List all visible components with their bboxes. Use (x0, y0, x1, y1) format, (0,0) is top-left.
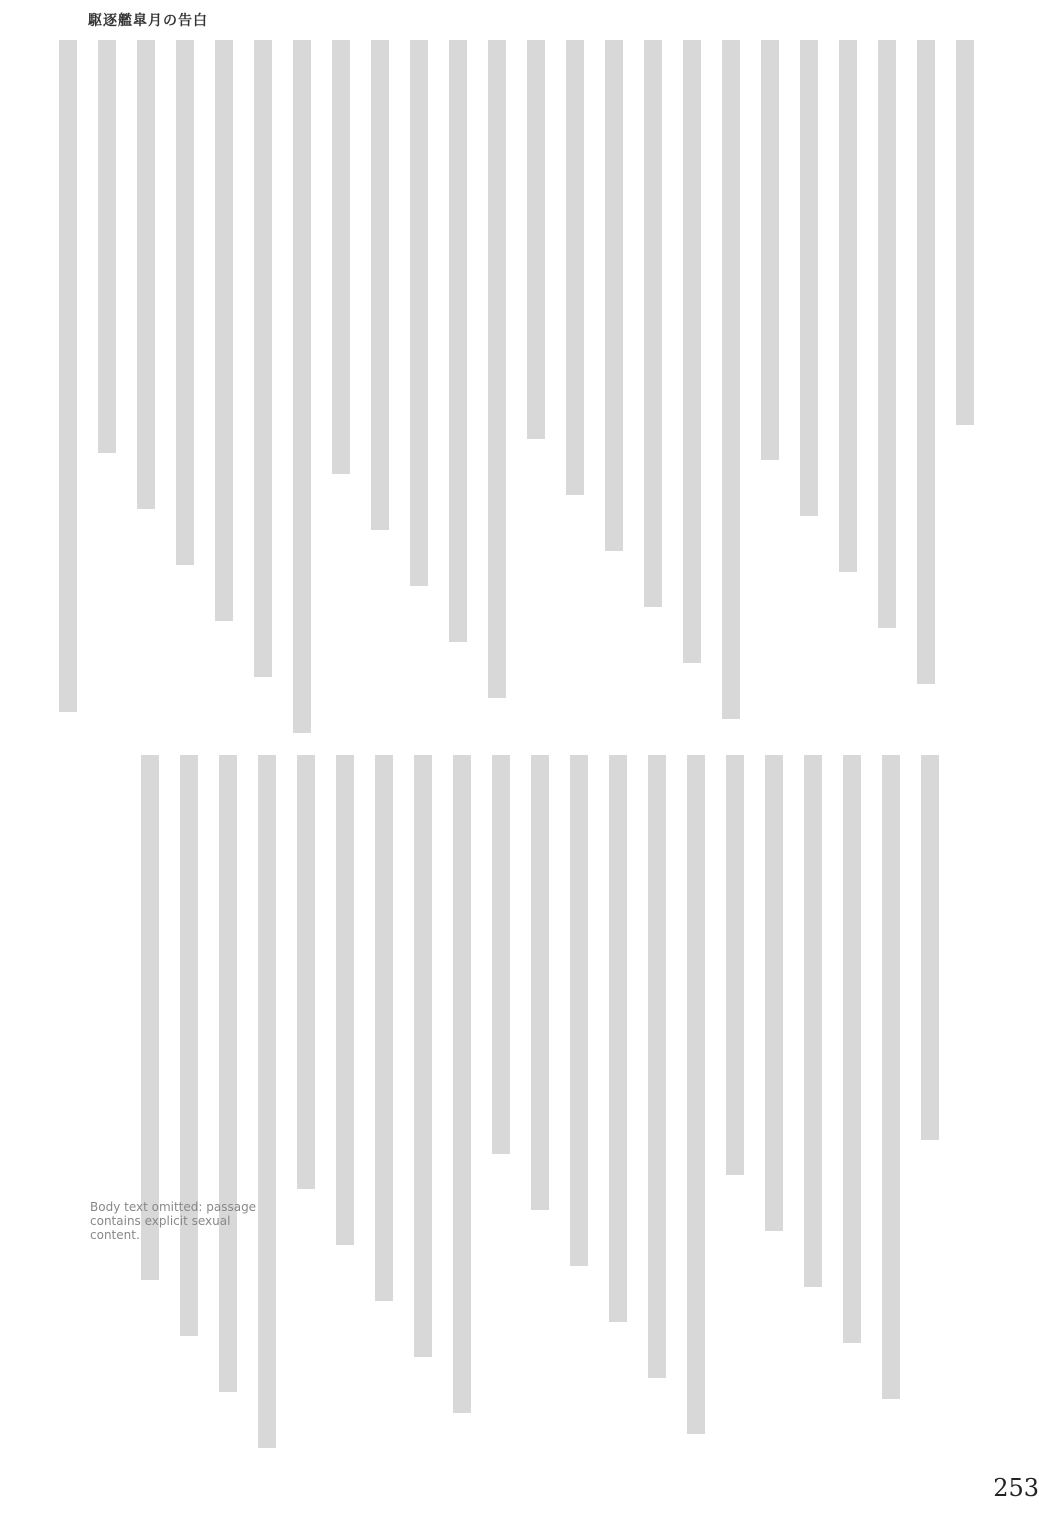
text-column (798, 755, 827, 1455)
text-column (213, 755, 242, 1455)
text-column (408, 755, 437, 1455)
text-column (716, 40, 745, 740)
text-column (291, 755, 320, 1455)
text-column (404, 40, 433, 740)
text-column (486, 755, 515, 1455)
text-column (443, 40, 472, 740)
upper-text-tier (53, 40, 979, 740)
text-column (837, 755, 866, 1455)
text-column (330, 755, 359, 1455)
text-column (482, 40, 511, 740)
text-column (365, 40, 394, 740)
text-column (525, 755, 554, 1455)
text-column (209, 40, 238, 740)
text-column (677, 40, 706, 740)
text-column (759, 755, 788, 1455)
text-column (170, 40, 199, 740)
text-column (521, 40, 550, 740)
text-column (794, 40, 823, 740)
lower-text-tier (135, 755, 944, 1455)
text-column (564, 755, 593, 1455)
text-column (833, 40, 862, 740)
text-column (911, 40, 940, 740)
text-column (174, 755, 203, 1455)
text-column (252, 755, 281, 1455)
text-column (369, 755, 398, 1455)
running-header: 駆逐艦皐月の告白 (88, 13, 208, 29)
text-column (642, 755, 671, 1455)
text-column (560, 40, 589, 740)
text-column (876, 755, 905, 1455)
text-column (248, 40, 277, 740)
text-column (447, 755, 476, 1455)
text-column (872, 40, 901, 740)
text-column (638, 40, 667, 740)
text-column (950, 40, 979, 740)
text-column (915, 755, 944, 1455)
text-column (755, 40, 784, 740)
text-column (135, 755, 164, 1455)
text-column (131, 40, 160, 740)
text-column (326, 40, 355, 740)
text-column (720, 755, 749, 1455)
text-column (681, 755, 710, 1455)
text-column (287, 40, 316, 740)
page-number: 253 (993, 1474, 1039, 1502)
text-column (53, 40, 82, 740)
text-column (603, 755, 632, 1455)
text-column (92, 40, 121, 740)
text-column (599, 40, 628, 740)
content-note: Body text omitted: passage contains explicit sexual content. (90, 1200, 257, 1242)
